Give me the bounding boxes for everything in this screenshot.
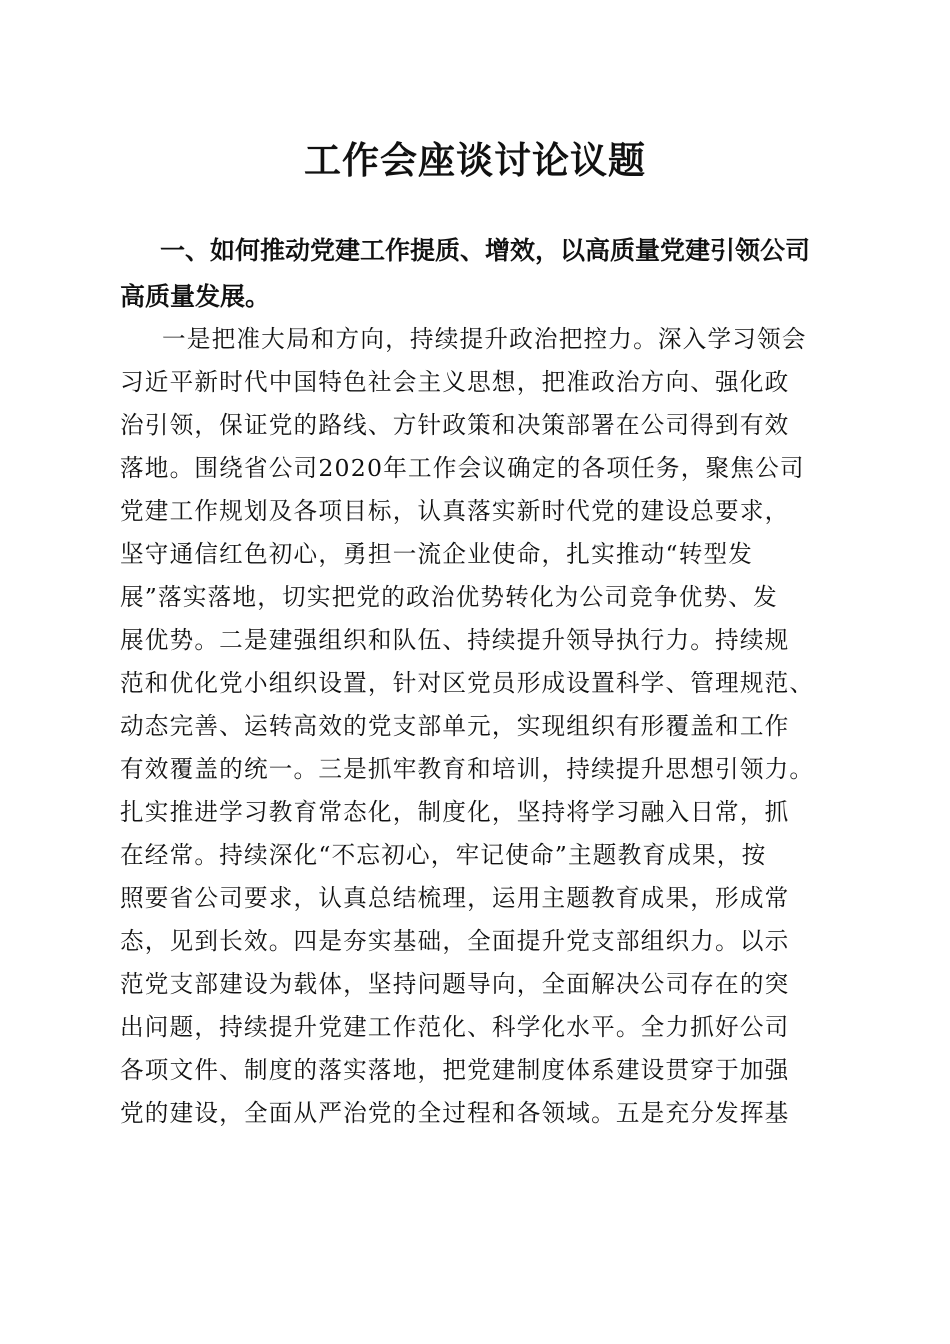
paragraph-line: 态，见到长效。四是夯实基础，全面提升党支部组织力。以示 — [120, 927, 790, 955]
paragraph-line: 一是把准大局和方向，持续提升政治把控力。深入学习领会 — [162, 325, 807, 353]
paragraph-line: 习近平新时代中国特色社会主义思想，把准政治方向、强化政 — [120, 368, 790, 396]
paragraph-line: 范党支部建设为载体，坚持问题导向，全面解决公司存在的突 — [120, 970, 790, 998]
document-title: 工作会座谈讨论议题 — [304, 138, 646, 182]
paragraph-line: 展”落实落地，切实把党的政治优势转化为公司竞争优势、发 — [120, 583, 778, 611]
paragraph-line: 治引领，保证党的路线、方针政策和决策部署在公司得到有效 — [120, 411, 790, 439]
paragraph-line: 展优势。二是建强组织和队伍、持续提升领导执行力。持续规 — [120, 626, 790, 654]
paragraph-line: 有效覆盖的统一。三是抓牢教育和培训，持续提升思想引领力。 — [120, 755, 815, 783]
paragraph-line: 各项文件、制度的落实落地，把党建制度体系建设贯穿于加强 — [120, 1056, 790, 1084]
paragraph-line: 出问题，持续提升党建工作范化、科学化水平。全力抓好公司 — [120, 1013, 790, 1041]
paragraph-line: 党建工作规划及各项目标，认真落实新时代党的建设总要求， — [120, 497, 790, 525]
paragraph-line: 动态完善、运转高效的党支部单元，实现组织有形覆盖和工作 — [120, 712, 790, 740]
paragraph-line: 党的建设，全面从严治党的全过程和各领域。五是充分发挥基 — [120, 1099, 790, 1127]
paragraph-line: 照要省公司要求，认真总结梳理，运用主题教育成果，形成常 — [120, 884, 790, 912]
section-heading: 一、如何推动党建工作提质、增效，以高质量党建引领公司高质量发展。 — [120, 236, 811, 311]
paragraph-line: 扎实推进学习教育常态化，制度化，坚持将学习融入日常，抓 — [120, 798, 790, 826]
paragraph-line: 坚守通信红色初心，勇担一流企业使命，扎实推动“转型发 — [120, 540, 754, 568]
body-paragraph — [120, 318, 832, 1135]
paragraph-line: 范和优化党小组织设置，针对区党员形成设置科学、管理规范、 — [120, 669, 815, 697]
paragraph-line: 在经常。持续深化“不忘初心，牢记使命”主题教育成果，按 — [120, 841, 767, 869]
paragraph-line: 落地。围绕省公司2020年工作会议确定的各项任务，聚焦公司 — [120, 454, 805, 482]
